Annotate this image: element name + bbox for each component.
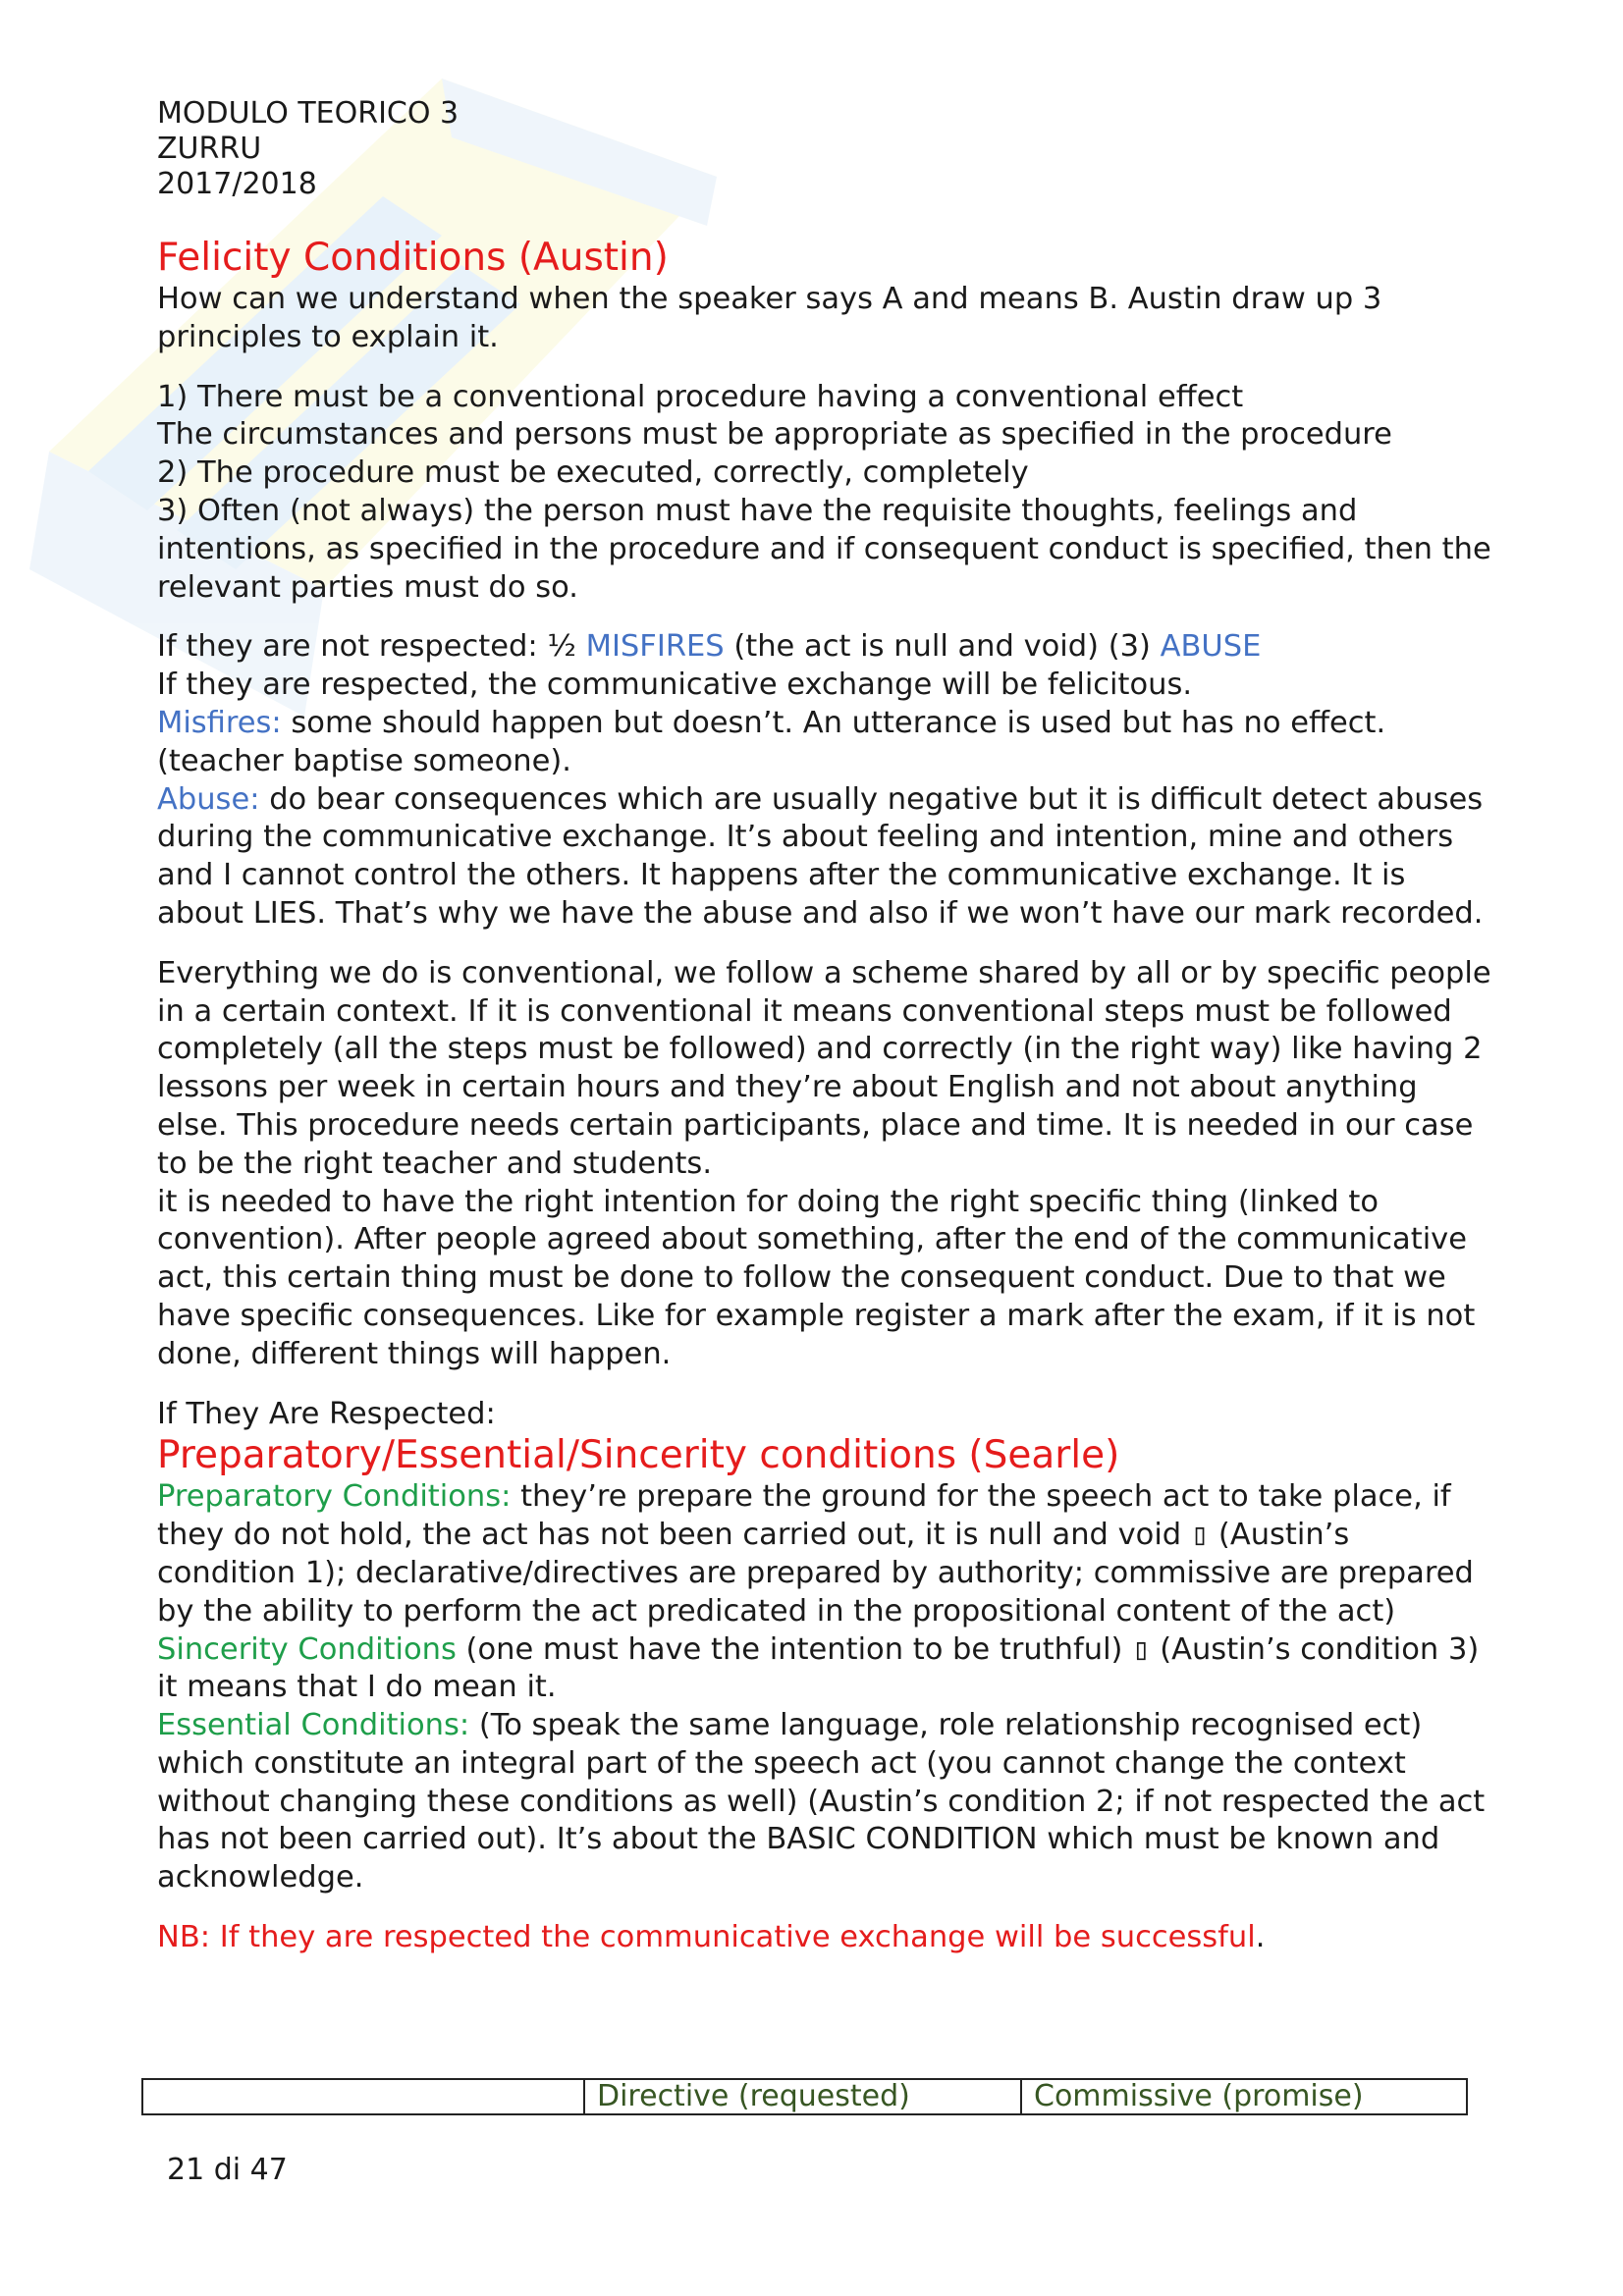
arrow-glyph: ▯ [1132, 1631, 1151, 1667]
arrow-glyph: ▯ [1190, 1518, 1210, 1553]
course-title: MODULO TEORICO 3 [157, 96, 460, 131]
table-cell-empty [143, 2080, 585, 2113]
abuse-term: ABUSE [1160, 629, 1262, 665]
author-name: ZURRU [157, 132, 262, 166]
conditions-table-header-row [141, 2078, 1468, 2115]
rule-1: 1) There must be a conventional procedure having a conventional effect [157, 379, 1244, 414]
rule-2: 2) The procedure must be executed, correctly, completely [157, 455, 1029, 491]
academic-year: 2017/2018 [157, 167, 317, 201]
sincerity-definition: Sincerity Conditions (one must have the intention to be truthful) ▯ (Austin’s condition 3) it means that I do mean it. [157, 1631, 1480, 1705]
abuse-definition: Abuse: do bear consequences which are usually negative but it is difficult detect abuses during the communicative exchange. It’s about feeling and intention, mine and others and I cannot control the others. It happens after the communicative exchange. It is about LIES. That’s why we have the abuse and also if we won’t have our mark recorded. [157, 781, 1484, 931]
rule-3: 3) Often (not always) the person must have the requisite thoughts, feelings and intentions, as specified in the procedure and if consequent conduct is specified, then the relevant parties must do so. [157, 493, 1491, 605]
respected-line: If they are respected, the communicative exchange will be felicitous. [157, 667, 1193, 703]
misfires-definition: Misfires: some should happen but doesn’t. An utterance is used but has no effect. (teacher baptise someone). [157, 705, 1386, 778]
misfires-term: MISFIRES [585, 629, 725, 665]
essential-definition: Essential Conditions: (To speak the same language, role relationship recognised ect) which constitute an integral part of the speech act (you cannot change the context without changing these conditions as well) (Austin’s condition 2; if not respected the act has not been carried out). It’s about the BASIC CONDITION which must be known and acknowledge. [157, 1708, 1486, 1896]
document-header [157, 96, 459, 202]
conventional-paragraph: Everything we do is conventional, we follow a scheme shared by all or by specific people in a certain context. If it is conventional it means conventional steps must be followed completely (all the steps must be followed) and correctly (in the right way) like having 2 lessons per week in certain hours and they’re about English and not about anything else. This procedure needs certain participants, place and time. It is needed in our case to be the right teacher and students. [157, 955, 1491, 1181]
intro-paragraph: How can we understand when the speaker says A and means B. Austin draw up 3 principles to explain it. [157, 282, 1382, 354]
not-respected-line: If they are not respected: ½ MISFIRES (the act is null and void) (3) ABUSE [157, 629, 1262, 665]
essential-label: Essential Conditions: [157, 1708, 470, 1743]
table-cell-directive: Directive (requested) [585, 2080, 1022, 2113]
preparatory-definition: Preparatory Conditions: they’re prepare the ground for the speech act to take place, if they do not hold, the act has not been carried out, it is null and void ▯ (Austin’s condition 1); declarative/directives are prepared by authority; commissive are prepared by the ability to perform the act predicated in the propositional content of the act) [157, 1479, 1474, 1629]
if-respected-label: If They Are Respected: [157, 1396, 496, 1431]
intention-paragraph: it is needed to have the right intention for doing the right specific thing (linked to convention). After people agreed about something, after the end of the communicative act, this certain thing must be done to follow the consequent conduct. Due to that we have specific consequences. Like for example register a mark after the exam, if it is not done, different things will happen. [157, 1184, 1476, 1371]
nb-note: NB: If they are respected the communicative exchange will be successful. [157, 1920, 1266, 1955]
page-content [157, 236, 1492, 1957]
rule-1b: The circumstances and persons must be appropriate as specified in the procedure [157, 417, 1392, 453]
misfires-label: Misfires: [157, 705, 282, 740]
section-heading-felicity: Felicity Conditions (Austin) [157, 236, 669, 280]
section-heading-searle: Preparatory/Essential/Sincerity conditions (Searle) [157, 1433, 1120, 1478]
sincerity-label: Sincerity Conditions [157, 1631, 457, 1667]
table-cell-commissive: Commissive (promise) [1034, 2079, 1364, 2113]
abuse-label: Abuse: [157, 781, 260, 817]
page-number: 21 di 47 [167, 2153, 288, 2187]
preparatory-label: Preparatory Conditions: [157, 1479, 512, 1515]
